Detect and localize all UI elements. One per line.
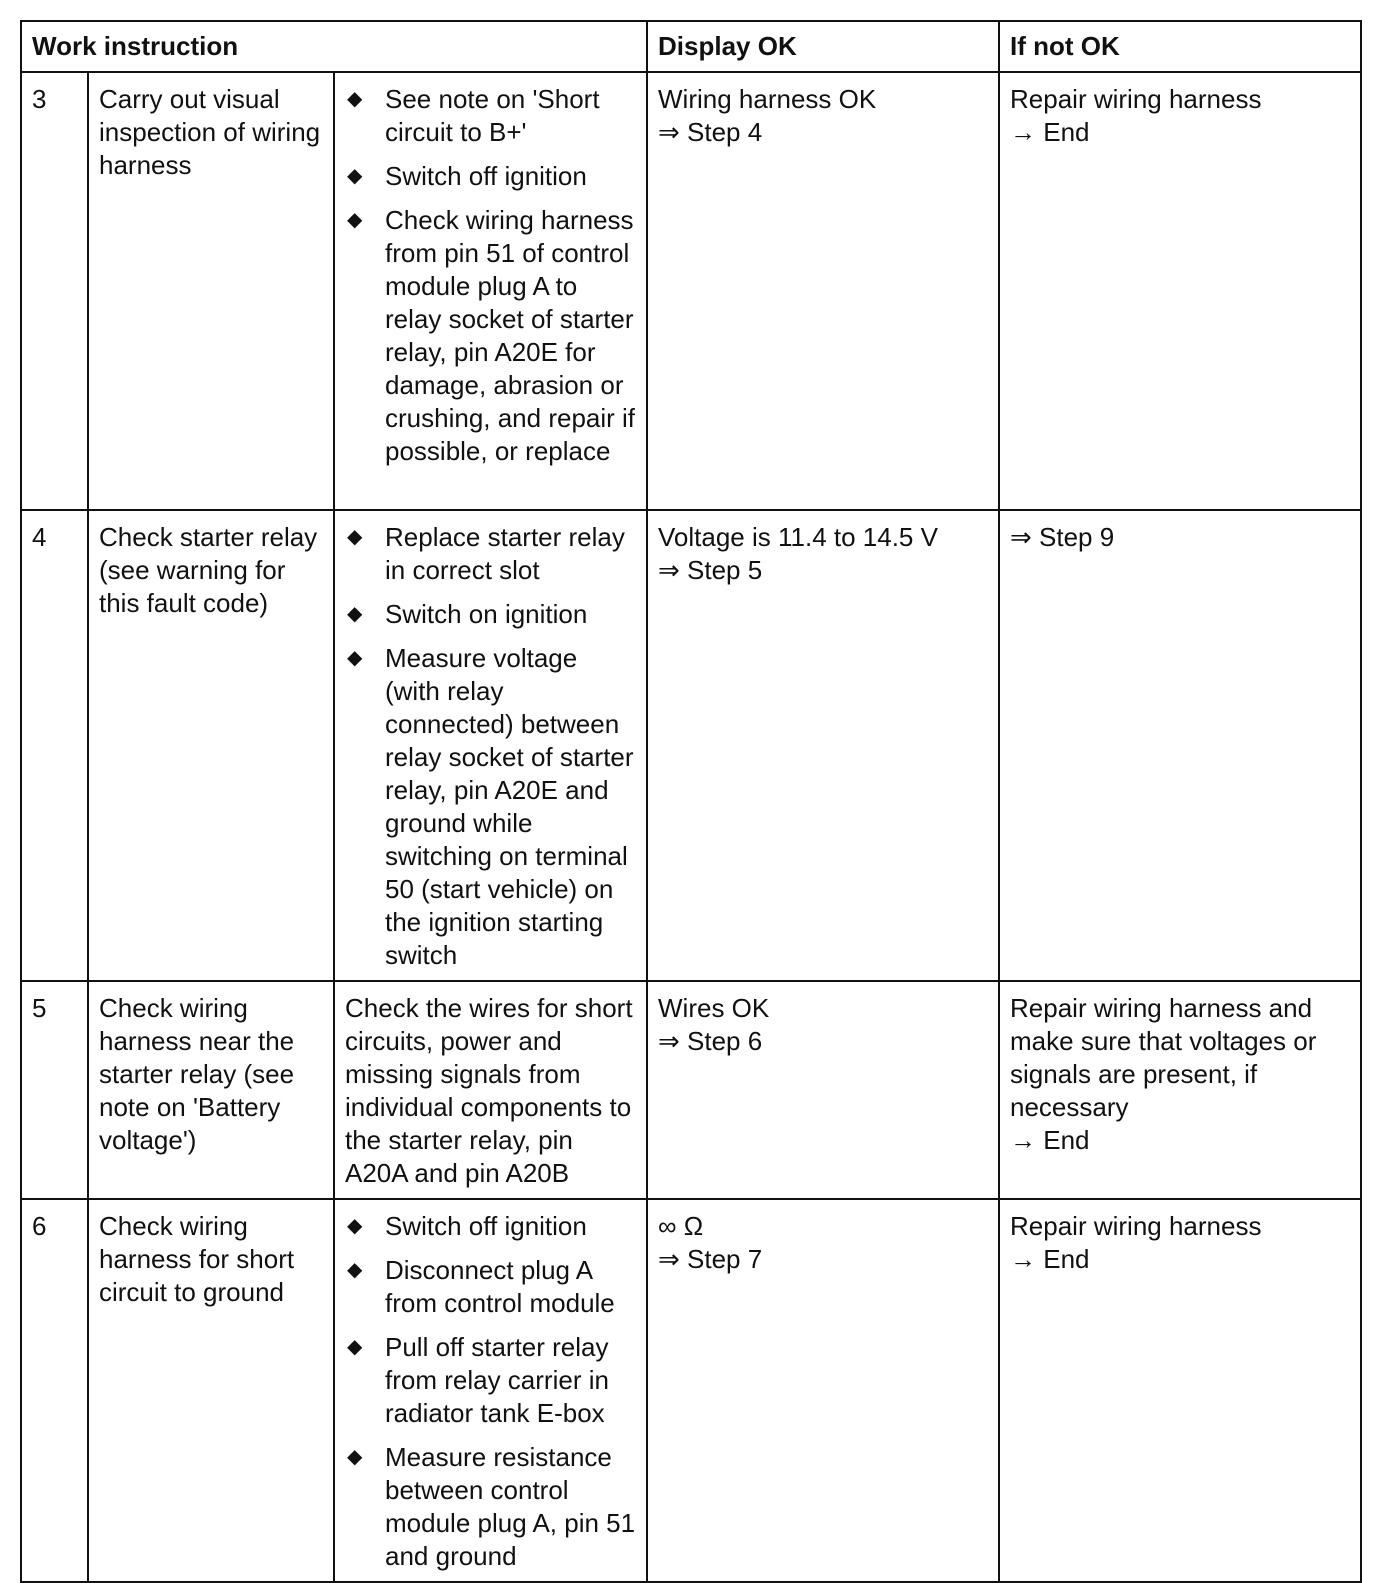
step-actions [334, 1199, 647, 1582]
table-header-row [21, 21, 1361, 72]
list-item: ◆ Measure resistance between control module plug A, pin 51 and ground [347, 1442, 636, 1571]
step-actions [334, 510, 647, 981]
table-row [21, 72, 1361, 510]
display-ok-cell: Wires OK ⇒ Step 6 [647, 981, 999, 1199]
step-actions: Check the wires for short circuits, power and missing signals from individual components to the starter relay, pin A20A and pin A20B [334, 981, 647, 1199]
list-item: ◆ Measure voltage (with relay connected) between relay socket of starter relay, pin A20E and ground while switching on terminal 50 (start vehicle) on the ignition starting switch [347, 643, 634, 970]
table-row [21, 981, 1361, 1199]
list-item: ◆ Disconnect plug A from control module [347, 1255, 615, 1318]
table-row [21, 510, 1361, 981]
display-ok-cell: Wiring harness OK ⇒ Step 4 [647, 72, 999, 510]
step-number: 3 [21, 72, 88, 510]
diamond-bullet-icon: ◆ [347, 603, 363, 625]
header-if-not-ok: If not OK [999, 21, 1361, 72]
step-number: 6 [21, 1199, 88, 1582]
list-item: ◆ Replace starter relay in correct slot [347, 522, 625, 585]
header-work-instruction: Work instruction [21, 21, 647, 72]
display-ok-cell: Voltage is 11.4 to 14.5 V ⇒ Step 5 [647, 510, 999, 981]
list-item: ◆ Switch on ignition [347, 599, 588, 629]
diamond-bullet-icon: ◆ [347, 1215, 363, 1237]
list-item: ◆ Switch off ignition [347, 161, 587, 191]
work-instruction-table [20, 20, 1362, 1583]
diamond-bullet-icon: ◆ [347, 165, 363, 187]
step-task: Check wiring harness near the starter relay (see note on 'Battery voltage') [88, 981, 334, 1199]
diamond-bullet-icon: ◆ [347, 1259, 363, 1281]
diamond-bullet-icon: ◆ [347, 88, 363, 110]
diamond-bullet-icon: ◆ [347, 1336, 363, 1358]
step-task: Check starter relay (see warning for this fault code) [88, 510, 334, 981]
step-task: Carry out visual inspection of wiring harness [88, 72, 334, 510]
list-item: ◆ Pull off starter relay from relay carrier in radiator tank E-box [347, 1332, 609, 1428]
list-item: ◆ Check wiring harness from pin 51 of control module plug A to relay socket of starter relay, pin A20E for damage, abrasion or crushing, and repair if possible, or replace [347, 205, 636, 466]
if-not-ok-cell: Repair wiring harness and make sure that voltages or signals are present, if necessary → End [999, 981, 1361, 1199]
display-ok-cell: ∞ Ω ⇒ Step 7 [647, 1199, 999, 1582]
table-row [21, 1199, 1361, 1582]
list-item: ◆ See note on 'Short circuit to B+' [347, 84, 600, 147]
step-number: 4 [21, 510, 88, 981]
step-number: 5 [21, 981, 88, 1199]
step-task: Check wiring harness for short circuit to ground [88, 1199, 334, 1582]
diamond-bullet-icon: ◆ [347, 209, 363, 231]
if-not-ok-cell: Repair wiring harness → End [999, 1199, 1361, 1582]
header-display-ok: Display OK [647, 21, 999, 72]
if-not-ok-cell: Repair wiring harness → End [999, 72, 1361, 510]
list-item: ◆ Switch off ignition [347, 1211, 587, 1241]
diamond-bullet-icon: ◆ [347, 647, 363, 669]
if-not-ok-cell: ⇒ Step 9 [999, 510, 1361, 981]
step-actions [334, 72, 647, 510]
diamond-bullet-icon: ◆ [347, 1446, 363, 1468]
diamond-bullet-icon: ◆ [347, 526, 363, 548]
